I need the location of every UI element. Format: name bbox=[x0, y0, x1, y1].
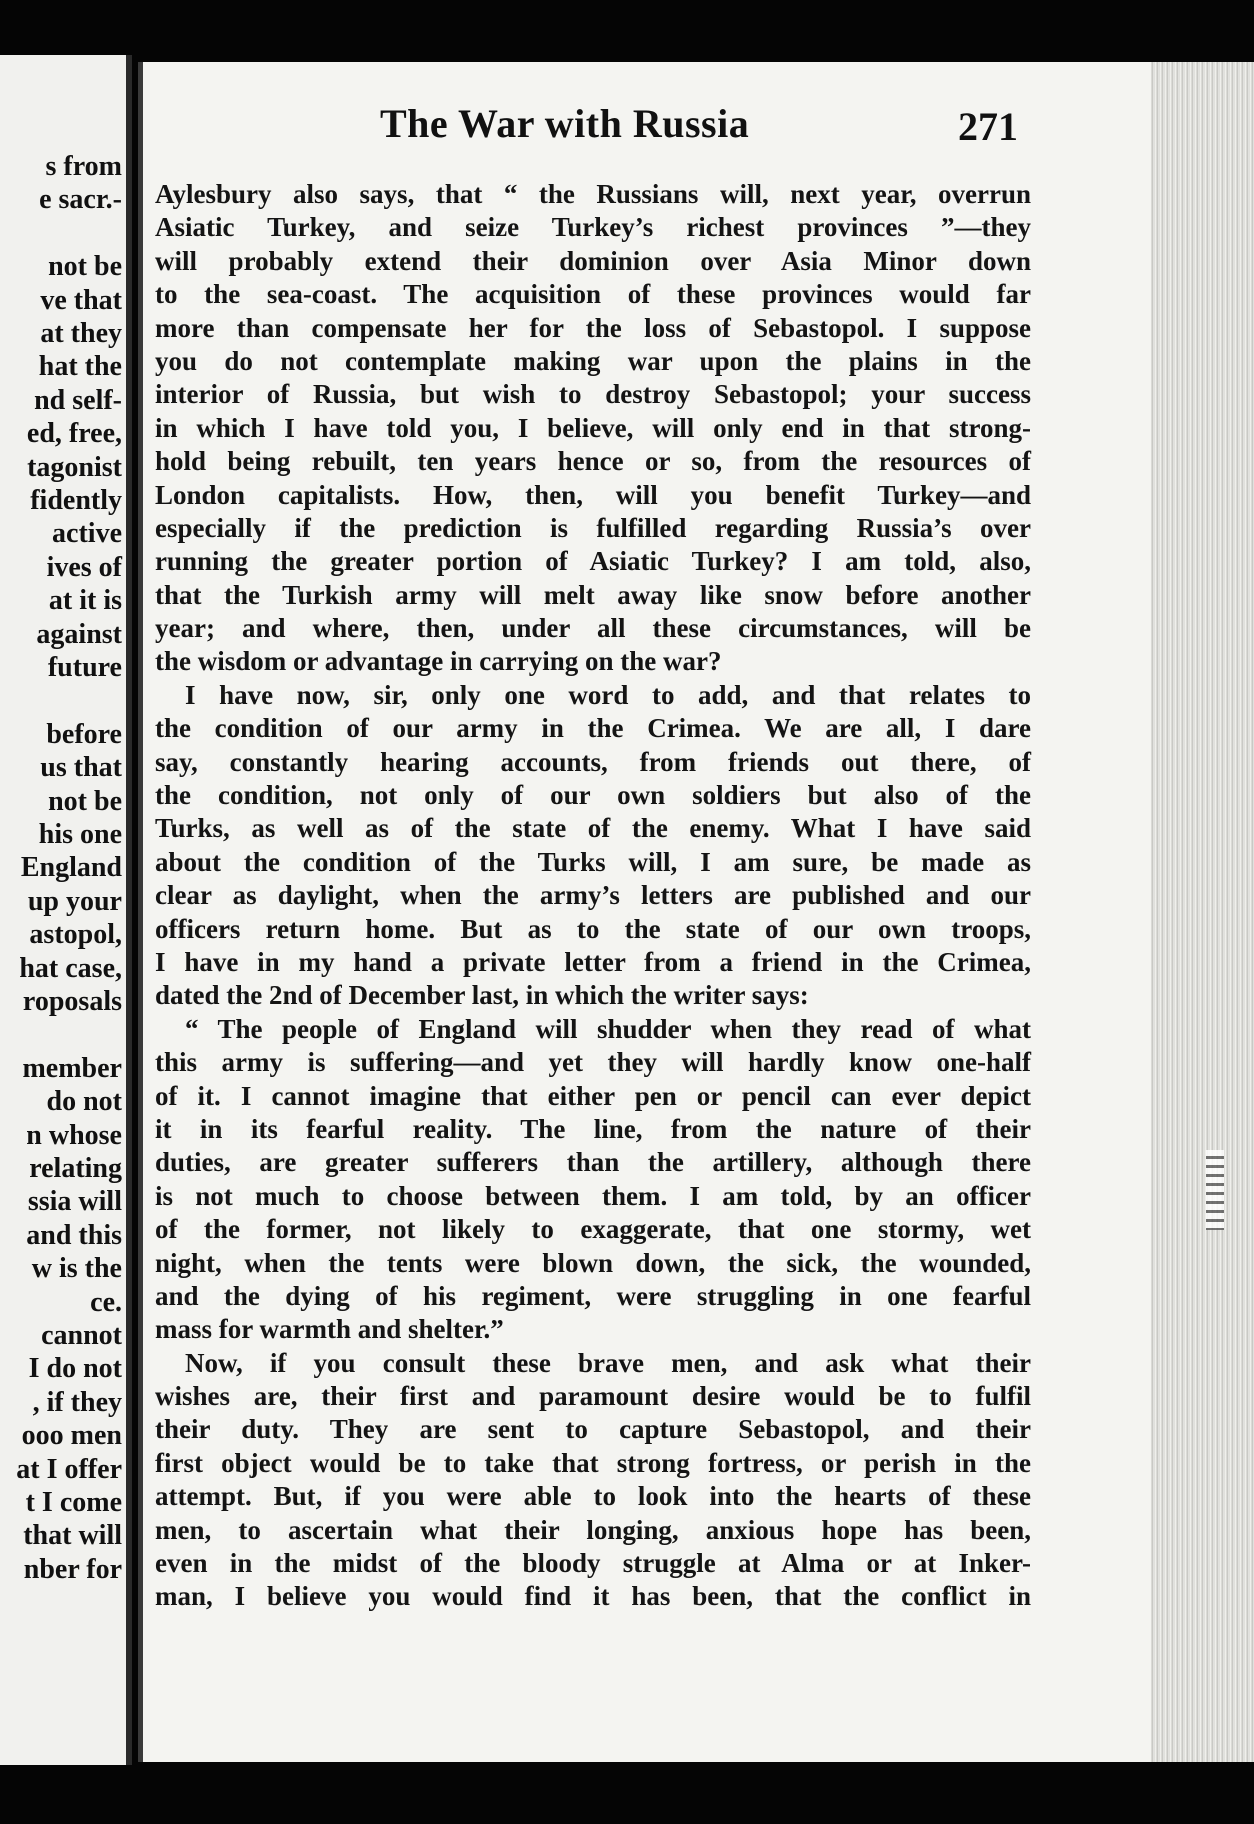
left-page-line: , if they bbox=[32, 1386, 122, 1418]
left-page-line: tagonist bbox=[27, 451, 122, 483]
left-page-line: hat the bbox=[38, 351, 122, 383]
text-line: hold being rebuilt, ten years hence or so, from the resources of bbox=[155, 446, 1031, 477]
left-page-line: nber for bbox=[23, 1553, 122, 1585]
body-text bbox=[155, 178, 1031, 1614]
left-page-line: at they bbox=[40, 318, 122, 349]
text-line: you do not contemplate making war upon the plains in the bbox=[155, 345, 1031, 376]
left-page-line: cannot bbox=[41, 1320, 122, 1351]
left-page-line: s from bbox=[45, 151, 122, 182]
left-page-line: his one bbox=[38, 819, 122, 850]
left-page-line: ooo men bbox=[21, 1420, 122, 1452]
left-page-line: ed, free, bbox=[26, 418, 122, 450]
text-line: clear as daylight, when the army’s letters are published and our bbox=[155, 880, 1031, 911]
text-line: their duty. They are sent to capture Sebastopol, and their bbox=[155, 1414, 1031, 1445]
left-page-line: t I come bbox=[25, 1487, 122, 1518]
page-edge-marks bbox=[1206, 1150, 1224, 1230]
text-line: it in its fearful reality. The line, from the nature of their bbox=[155, 1113, 1031, 1144]
page-number: 271 bbox=[958, 104, 1018, 149]
left-page-line: ssia will bbox=[27, 1186, 122, 1218]
text-line: Now, if you consult these brave men, and ask what their bbox=[185, 1347, 1031, 1378]
running-head: The War with Russia bbox=[380, 101, 750, 146]
text-line: first object would be to take that strong fortress, or perish in the bbox=[155, 1447, 1031, 1478]
text-line: Aylesbury also says, that “ the Russians will, next year, overrun bbox=[155, 179, 1031, 209]
text-line: that the Turkish army will melt away like snow before another bbox=[155, 579, 1031, 610]
text-line: the wisdom or advantage in carrying on the war? bbox=[155, 646, 722, 677]
left-page-line: roposals bbox=[22, 986, 122, 1017]
left-page-line: ce. bbox=[90, 1286, 122, 1318]
left-page-line: not be bbox=[48, 251, 122, 283]
text-line: will probably extend their dominion over Asia Minor down bbox=[155, 245, 1031, 276]
left-page-line: up your bbox=[27, 885, 122, 917]
text-line: to the sea-coast. The acquisition of these provinces would far bbox=[155, 279, 1031, 310]
text-line: “ The people of England will shudder when they read of what bbox=[185, 1013, 1031, 1044]
text-line: wishes are, their first and paramount desire would be to fulfil bbox=[155, 1381, 1031, 1412]
left-page-line: do not bbox=[46, 1086, 122, 1118]
left-page-line: at I offer bbox=[16, 1453, 122, 1485]
text-line: the condition, not only of our own soldiers but also of the bbox=[155, 780, 1031, 811]
left-page-line: relating bbox=[29, 1153, 122, 1184]
text-line: I have now, sir, only one word to add, and that relates to bbox=[185, 679, 1031, 710]
text-line: especially if the prediction is fulfilled regarding Russia’s over bbox=[155, 512, 1031, 543]
text-line: London capitalists. How, then, will you benefit Turkey—and bbox=[155, 479, 1031, 510]
text-line: Turks, as well as of the state of the enemy. What I have said bbox=[155, 813, 1031, 844]
text-line: of the former, not likely to exaggerate, that one stormy, wet bbox=[155, 1214, 1031, 1245]
text-line: duties, are greater sufferers than the artillery, although there bbox=[155, 1147, 1031, 1178]
left-page-line: active bbox=[52, 518, 122, 550]
text-line: officers return home. But as to the state of our own troops, bbox=[155, 913, 1031, 944]
left-page-line: us that bbox=[40, 752, 122, 784]
text-line: is not much to choose between them. I am told, by an officer bbox=[155, 1180, 1031, 1211]
text-line: in which I have told you, I believe, will only end in that strong- bbox=[155, 412, 1031, 443]
text-line: about the condition of the Turks will, I am sure, be made as bbox=[155, 846, 1031, 877]
left-page-line: before bbox=[46, 718, 122, 750]
left-page-line: nd self- bbox=[34, 384, 122, 416]
text-line: mass for warmth and shelter.” bbox=[155, 1314, 504, 1345]
text-line: night, when the tents were blown down, the sick, the wounded, bbox=[155, 1247, 1031, 1278]
text-line: attempt. But, if you were able to look into the hearts of these bbox=[155, 1481, 1031, 1512]
text-line: dated the 2nd of December last, in which the writer says: bbox=[155, 980, 809, 1011]
left-page-line: that will bbox=[23, 1520, 122, 1552]
left-page-line: and this bbox=[26, 1219, 122, 1251]
text-line: of it. I cannot imagine that either pen or pencil can ever depict bbox=[155, 1080, 1031, 1111]
left-page-line: England bbox=[20, 852, 122, 884]
text-line: and the dying of his regiment, were struggling in one fearful bbox=[155, 1280, 1031, 1311]
page-edges bbox=[1144, 62, 1254, 1762]
left-page-line: not be bbox=[48, 785, 122, 817]
left-page-line: ve that bbox=[40, 284, 122, 316]
text-line: running the greater portion of Asiatic Turkey? I am told, also, bbox=[155, 546, 1031, 577]
text-line: interior of Russia, but wish to destroy Sebastopol; your success bbox=[155, 379, 1031, 410]
text-line: more than compensate her for the loss of Sebastopol. I suppose bbox=[155, 312, 1031, 343]
text-line: men, to ascertain what their longing, anxious hope has been, bbox=[155, 1514, 1031, 1545]
left-page-line: n whose bbox=[26, 1119, 122, 1151]
left-page-fragment bbox=[0, 55, 132, 1765]
left-page-line: member bbox=[22, 1052, 122, 1084]
text-line: Asiatic Turkey, and seize Turkey’s richest provinces ”—they bbox=[155, 212, 1031, 243]
text-line: say, constantly hearing accounts, from friends out there, of bbox=[155, 746, 1031, 777]
left-page-line: against bbox=[36, 618, 122, 650]
left-page-line: hat case, bbox=[19, 952, 122, 984]
left-page-line: fidently bbox=[30, 485, 122, 516]
left-page-line: ives of bbox=[46, 551, 122, 583]
text-line: the condition of our army in the Crimea. We are all, I dare bbox=[155, 713, 1031, 744]
text-line: I have in my hand a private letter from a friend in the Crimea, bbox=[155, 946, 1031, 977]
left-page-line: w is the bbox=[31, 1253, 122, 1285]
text-line: this army is suffering—and yet they will hardly know one-half bbox=[155, 1047, 1031, 1078]
left-page-line: e sacr.- bbox=[39, 184, 122, 216]
text-line: man, I believe you would find it has been, that the conflict in bbox=[155, 1581, 1031, 1612]
text-line: year; and where, then, under all these circumstances, will be bbox=[155, 613, 1031, 644]
left-page-line: I do not bbox=[28, 1353, 122, 1385]
left-page-line: astopol, bbox=[29, 919, 122, 951]
text-line: even in the midst of the bloody struggle at Alma or at Inker- bbox=[155, 1548, 1031, 1579]
left-page-line: future bbox=[47, 652, 122, 683]
left-page-line: at it is bbox=[48, 585, 122, 617]
